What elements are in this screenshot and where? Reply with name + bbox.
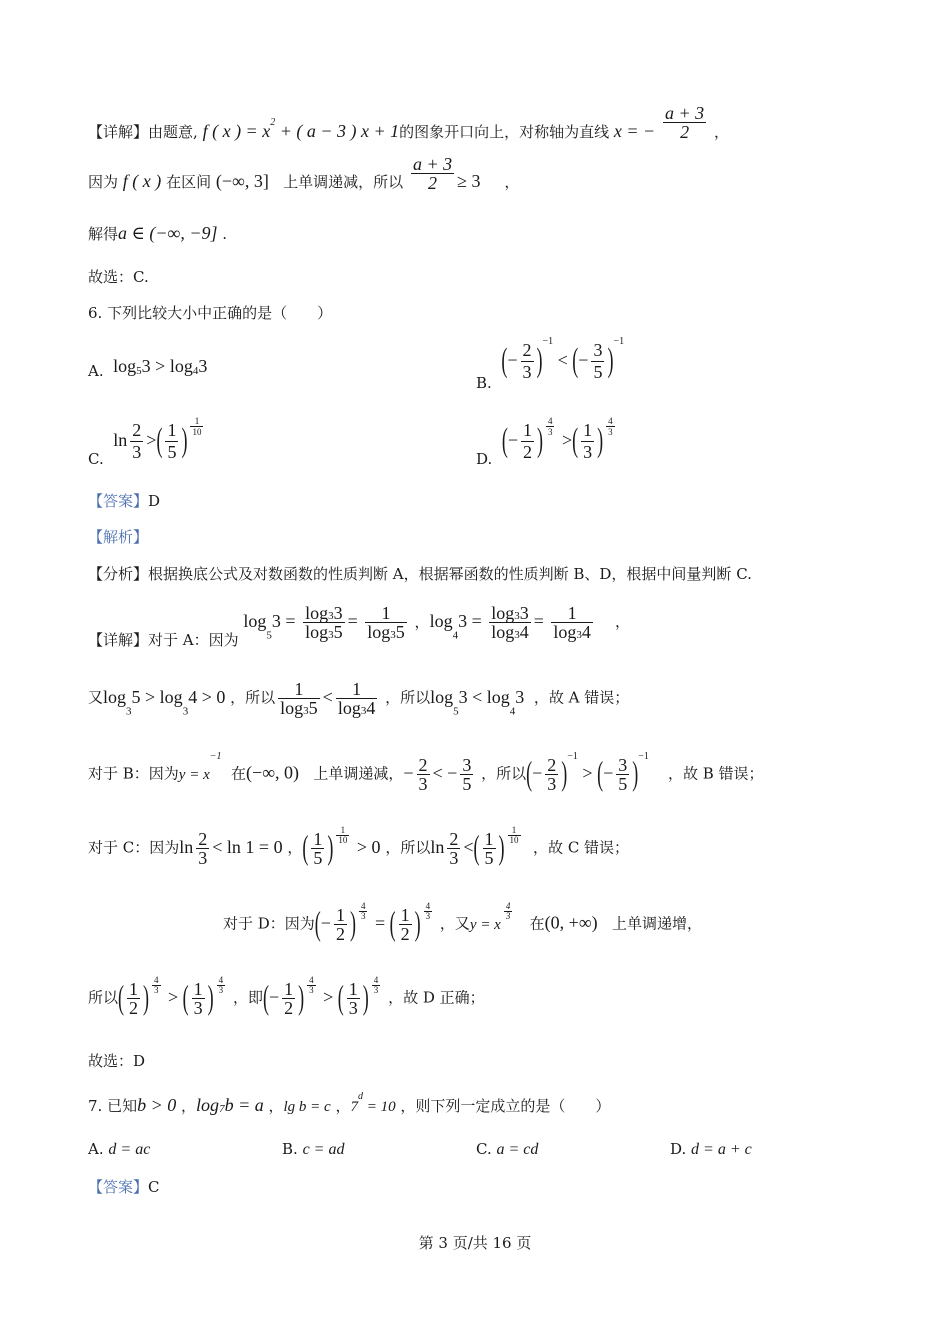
log-result: log53 < log43 (430, 686, 525, 717)
q7-option-c (476, 1140, 538, 1159)
text: ，故 B 错误； (667, 764, 764, 783)
text: 在区间 (166, 173, 212, 191)
text: ，故 A 错误； (533, 688, 630, 707)
power-func-b: $y = x^{-1}$ (178, 751, 222, 783)
log-compare: log35 > log34 > 0 (103, 686, 226, 717)
page-footer: 第 3 页/共 16 页 (418, 1234, 532, 1252)
detail-c-line (88, 825, 630, 868)
text: 因为 (88, 173, 119, 191)
reciprocal-compare: $\frac{1}{\log 35}$ < $\frac{1}{\log 34}$ (280, 679, 376, 718)
text: 对于 A：因为 (148, 630, 239, 649)
analysis-tag: 【解析】 (88, 528, 149, 546)
text: ， (287, 838, 303, 857)
power-compare-b: (− $\frac{2}{3}$ )$^{-1}$ > (− $\frac{3}{5}$ )$^{-1}$ (526, 751, 649, 794)
function-expr: f ( x ) = $x^2$ + ( a − 3 ) x + 1 (202, 117, 400, 141)
detail-tag: 【详解】 (88, 123, 149, 141)
text: ，所以 (481, 764, 527, 783)
axis-fraction: $\frac{a + 3}{2}$ (665, 102, 705, 142)
question-6-stem: 6. 下列比较大小中正确的是（ ） (88, 304, 333, 322)
answer-7 (88, 1180, 160, 1195)
solution-line-2 (88, 153, 520, 193)
ln-compare: ln $\frac{2}{3}$ < ln 1 = 0 (179, 829, 283, 868)
answer-6 (88, 494, 160, 509)
result-expr: a ∈ (−∞, −9] (118, 223, 218, 243)
frac-compare-b: − $\frac{2}{3}$ < − $\frac{3}{5}$ (403, 755, 472, 794)
option-expr: a = cd (496, 1141, 539, 1158)
option-label: C. (88, 449, 104, 468)
interval-d: (0, +∞) (544, 912, 598, 933)
text: 上单调递减， (313, 764, 404, 783)
interval-expr: (−∞, 3] (215, 171, 269, 191)
text: ， (414, 612, 430, 631)
question-7-stem (88, 1091, 611, 1115)
text: 的图象开口向上，对称轴为直线 (399, 123, 610, 141)
cond-b: b > 0 (137, 1095, 177, 1115)
punct: . (222, 225, 228, 243)
option-label: D. (476, 449, 493, 468)
power-compare-d1: ( $\frac{1}{2}$ ) $^{\frac{4}{3}}$ > ( $\frac{1}{3}$ ) $^{\frac{4}{3}}$ (118, 975, 224, 1018)
text: 所以 (88, 988, 119, 1007)
punct: ， (713, 123, 729, 141)
q7-option-a (88, 1140, 150, 1159)
text: ， (335, 1097, 351, 1115)
power-positive: ( $\frac{1}{5}$ ) $^{\frac{1}{10}}$ > 0 (302, 825, 381, 868)
ge-expr: ≥ 3 (457, 171, 481, 191)
detail-d-line-2 (88, 975, 485, 1018)
text: 对于 B：因为 (88, 764, 179, 783)
answer-tag: 【答案】 (88, 492, 149, 510)
text: ，则下列一定成立的是（ ） (400, 1097, 611, 1115)
answer-select-5: 故选：C. (88, 268, 149, 286)
text: 由题意, (148, 123, 198, 141)
text: ，所以 (230, 688, 276, 707)
detail-tag: 【详解】 (88, 630, 149, 649)
option-a (88, 356, 208, 381)
text: ，即 (232, 988, 263, 1007)
option-expr: d = a + c (691, 1141, 752, 1158)
text: ，故 C 错误； (533, 838, 630, 857)
detail-d-line-1 (223, 901, 702, 944)
punct: ， (615, 612, 631, 631)
power-compare-d2: (− $\frac{1}{2}$ ) $^{\frac{4}{3}}$ > ( $\frac{1}{3}$ ) $^{\frac{4}{3}}$ (262, 975, 379, 1018)
solution-line-1 (88, 102, 729, 142)
power-func-d: y = x $^{\frac{4}{3}}$ (469, 901, 511, 933)
option-label: C. (476, 1140, 492, 1158)
q7-option-d (670, 1140, 752, 1159)
text: 解得 (88, 225, 119, 243)
fenxi-text: 根据换底公式及对数函数的性质判断 A，根据幂函数的性质判断 B、D，根据中间量判断 C. (148, 565, 752, 583)
text: 对于 C：因为 (88, 838, 180, 857)
answer-tag: 【答案】 (88, 1178, 149, 1196)
text: 7. 已知 (88, 1097, 138, 1115)
text: ，故 D 正确； (388, 988, 485, 1007)
change-base-4: log43 = $\frac{\log 33}{\log 34}$ = $\frac{1}{\log 34}$ (429, 603, 591, 642)
option-c (88, 416, 206, 468)
option-b-expr: (− $\frac{2}{3}$ )$^{-1}$ < (− $\frac{3}{5}$ )$^{-1}$ (501, 336, 625, 382)
cond-a: log7b = a (196, 1095, 264, 1115)
cond-d: $7^d = 10$ (350, 1091, 396, 1115)
text: ，所以 (385, 688, 431, 707)
interval-b: (−∞, 0) (246, 762, 300, 783)
text: 在 (231, 764, 247, 783)
option-expr: c = ad (302, 1141, 345, 1158)
axis-eq: x = − (613, 121, 656, 141)
solution-line-3 (88, 224, 227, 242)
text: 又 (88, 688, 104, 707)
text: 对于 D：因为 (223, 914, 315, 933)
answer-select-6: 故选：D (88, 1052, 146, 1070)
text: ， (181, 1097, 197, 1115)
detail-a-line-2 (88, 680, 629, 717)
fenxi-line (88, 567, 752, 582)
answer-value: D (148, 492, 161, 510)
fenxi-tag: 【分析】 (88, 565, 149, 583)
option-expr: d = ac (108, 1141, 151, 1158)
punct: ， (504, 173, 520, 191)
power-equal-d: (− $\frac{1}{2}$ ) $^{\frac{4}{3}}$ = ( $\frac{1}{2}$ ) $^{\frac{4}{3}}$ (314, 901, 431, 944)
option-label: B. (476, 373, 492, 392)
change-base-5: log53 = $\frac{\log 33}{\log 35}$ = $\frac{1}{\log 35}$ (243, 603, 405, 642)
text: 上单调递减，所以 (283, 173, 404, 191)
q7-option-b (282, 1140, 344, 1159)
detail-b-line (88, 751, 764, 794)
text: 在 (529, 914, 545, 933)
option-label: A. (88, 362, 104, 380)
option-a-expr: log53 > log43 (113, 356, 208, 377)
text: 上单调递增， (611, 914, 702, 933)
text: ，所以 (385, 838, 431, 857)
detail-a-line-1 (88, 603, 631, 649)
text: ，又 (439, 914, 470, 933)
answer-value: C (148, 1178, 160, 1196)
option-label: B. (282, 1140, 298, 1158)
option-b (476, 336, 625, 392)
ln-result: ln $\frac{2}{3}$ <( $\frac{1}{5}$ ) $^{\frac{1}{10}}$ (430, 825, 519, 868)
option-label: A. (88, 1140, 104, 1158)
option-d (476, 416, 618, 468)
fx-expr: f ( x ) (122, 171, 162, 191)
option-c-expr: ln $\frac{2}{3}$ >( $\frac{1}{5}$ ) $^{\frac{1}{10}}$ (113, 416, 202, 462)
text: ， (268, 1097, 284, 1115)
cond-c: lg b = c (283, 1099, 331, 1115)
option-label: D. (670, 1140, 687, 1158)
option-d-expr: (− $\frac{1}{2}$ ) $^{\frac{4}{3}}$ >( $\frac{1}{3}$ ) $^{\frac{4}{3}}$ (501, 416, 613, 462)
ineq-fraction: $\frac{a + 3}{2}$ (412, 153, 453, 193)
